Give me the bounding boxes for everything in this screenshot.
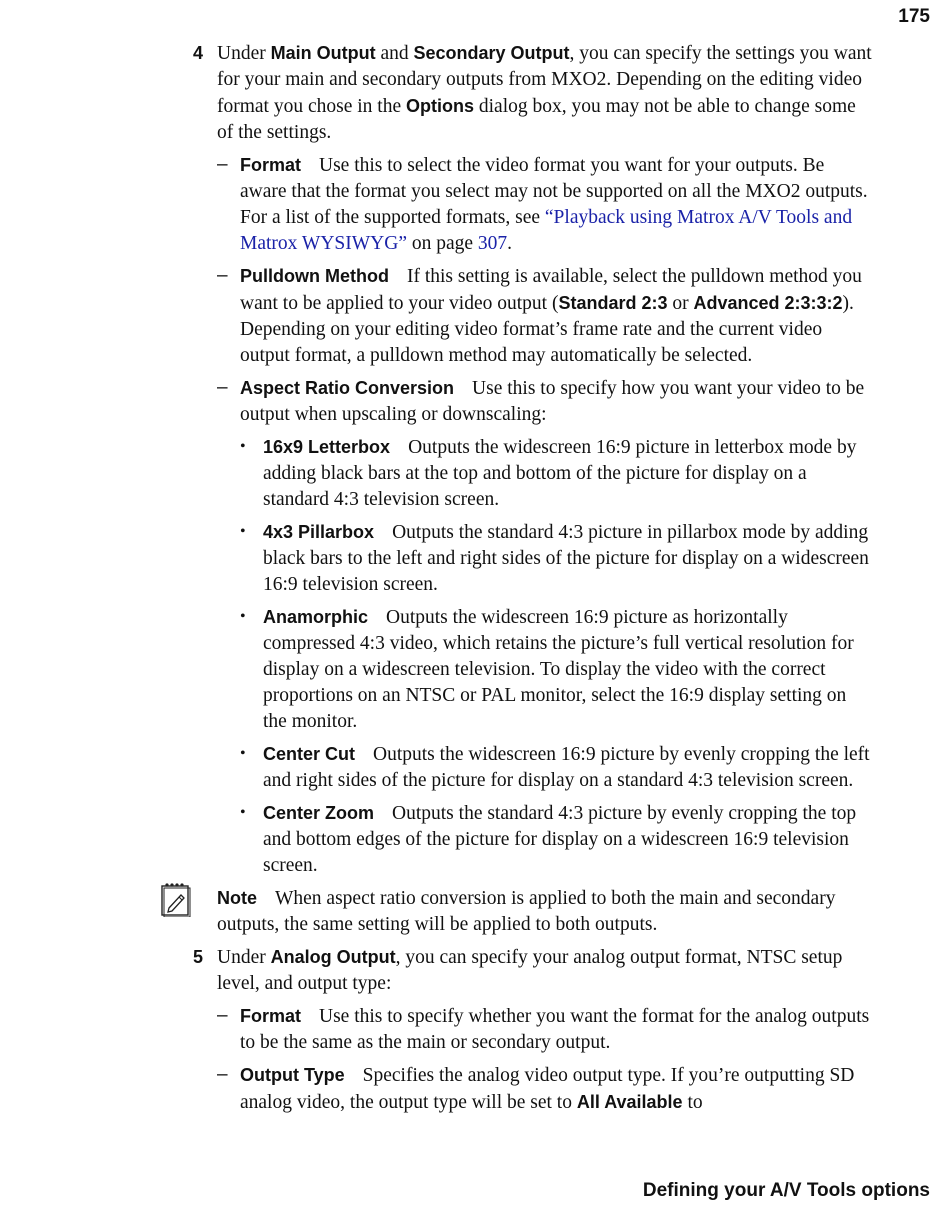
output-type-text: to <box>682 1092 703 1113</box>
pulldown-item <box>0 263 872 369</box>
pulldown-text: If this setting is available, select the pulldown method you want to be applied to your video output ( <box>240 266 862 314</box>
pulldown-label: Pulldown Method <box>240 266 389 286</box>
step-4 <box>0 40 872 146</box>
playback-link[interactable]: “Playback using Matrox A/V Tools and Matrox WYSIWYG” <box>240 207 853 254</box>
step-text: and <box>375 43 414 64</box>
note-pad-icon <box>159 881 191 917</box>
bullet-marker: • <box>240 745 246 762</box>
document-body <box>0 40 950 1116</box>
step-text: Under <box>217 947 271 968</box>
output-type-label: Output Type <box>240 1065 345 1085</box>
format-text: . <box>507 233 513 254</box>
format-item <box>0 152 872 257</box>
format-text: on page <box>406 233 478 254</box>
dash-marker: – <box>217 377 228 398</box>
bullet-marker: • <box>240 523 246 540</box>
bullet-text: Outputs the standard 4:3 picture by evenly cropping the top and bottom edges of the picture for display on a widescreen 16:9 television screen. <box>263 803 857 876</box>
secondary-output-term: Secondary Output <box>413 43 570 63</box>
output-type-text: Specifies the analog video output type. If you’re outputting SD analog video, the output type will be set to <box>240 1065 855 1113</box>
page-ref-link[interactable]: 307 <box>477 233 508 254</box>
analog-output-term: Analog Output <box>270 947 396 967</box>
note-text: When aspect ratio conversion is applied to both the main and secondary outputs, the same setting will be applied to both outputs. <box>217 888 836 935</box>
format-text: Use this to select the video format you want for your outputs. Be aware that the format you select may not be supported on all the MXO2 outputs. For a list of the supported formats, see <box>240 155 868 228</box>
page-number: 175 <box>898 6 930 27</box>
aspect-item <box>0 375 872 428</box>
step-5 <box>0 944 872 997</box>
bullet-marker: • <box>240 608 246 625</box>
analog-format-text: Use this to specify whether you want the format for the analog outputs to be the same as the main or secondary output. <box>240 1006 870 1053</box>
bullet-label: Anamorphic <box>263 607 369 627</box>
footer-section-title: Defining your A/V Tools options <box>642 1180 930 1201</box>
note-block <box>0 885 872 938</box>
bullet-item <box>0 741 872 794</box>
bullet-label: Center Cut <box>263 744 356 764</box>
options-term: Options <box>406 96 474 116</box>
pulldown-text: ). Depending on your editing video format’s frame rate and the current video output format, a pulldown method may automatically be selected. <box>240 293 854 366</box>
step-text: dialog box, you may not be able to change some of the settings. <box>217 96 856 143</box>
step-text: , you can specify your analog output format, NTSC setup level, and output type: <box>217 947 843 994</box>
bullet-text: Outputs the standard 4:3 picture in pillarbox mode by adding black bars to the left and right sides of the picture for display on a widescreen 16:9 television screen. <box>263 522 869 595</box>
bullet-label: 16x9 Letterbox <box>263 437 391 457</box>
bullet-text: Outputs the widescreen 16:9 picture in letterbox mode by adding black bars at the top and bottom of the picture for display on a standard 4:3 television screen. <box>263 437 857 510</box>
format-label: Format <box>240 155 302 175</box>
standard-term: Standard 2:3 <box>558 293 668 313</box>
bullet-label: 4x3 Pillarbox <box>263 522 375 542</box>
all-available-term: All Available <box>576 1092 683 1112</box>
step-number: 4 <box>193 43 204 63</box>
dash-marker: – <box>217 1064 228 1085</box>
step-number: 5 <box>193 947 204 967</box>
bullet-item <box>0 519 872 598</box>
bullet-text: Outputs the widescreen 16:9 picture by evenly cropping the left and right sides of the picture for display on a standard 4:3 television screen. <box>263 744 870 791</box>
aspect-text: Use this to specify how you want your video to be output when upscaling or downscaling: <box>240 378 865 425</box>
note-label: Note <box>217 888 257 908</box>
analog-format-label: Format <box>240 1006 302 1026</box>
bullet-marker: • <box>240 438 246 455</box>
bullet-marker: • <box>240 804 246 821</box>
main-output-term: Main Output <box>270 43 376 63</box>
dash-marker: – <box>217 265 228 286</box>
bullet-item <box>0 800 872 879</box>
advanced-term: Advanced 2:3:3:2 <box>693 293 843 313</box>
analog-format-item <box>0 1003 872 1056</box>
bullet-text: Outputs the widescreen 16:9 picture as horizontally compressed 4:3 video, which retains the picture’s full vertical resolution for display on a widescreen television. To display the video with the correct proportions on an NTSC or PAL monitor, select the 16:9 display setting on the monitor. <box>263 607 854 732</box>
aspect-label: Aspect Ratio Conversion <box>240 378 455 398</box>
bullet-item <box>0 434 872 513</box>
bullet-item <box>0 604 872 735</box>
dash-marker: – <box>217 1005 228 1026</box>
output-type-item <box>0 1062 872 1116</box>
dash-marker: – <box>217 154 228 175</box>
step-text: , you can specify the settings you want for your main and secondary outputs from MXO2. Depending on the editing video format you chose in the <box>217 43 872 117</box>
pulldown-text: or <box>667 293 694 314</box>
step-text: Under <box>217 43 271 64</box>
bullet-label: Center Zoom <box>263 803 375 823</box>
